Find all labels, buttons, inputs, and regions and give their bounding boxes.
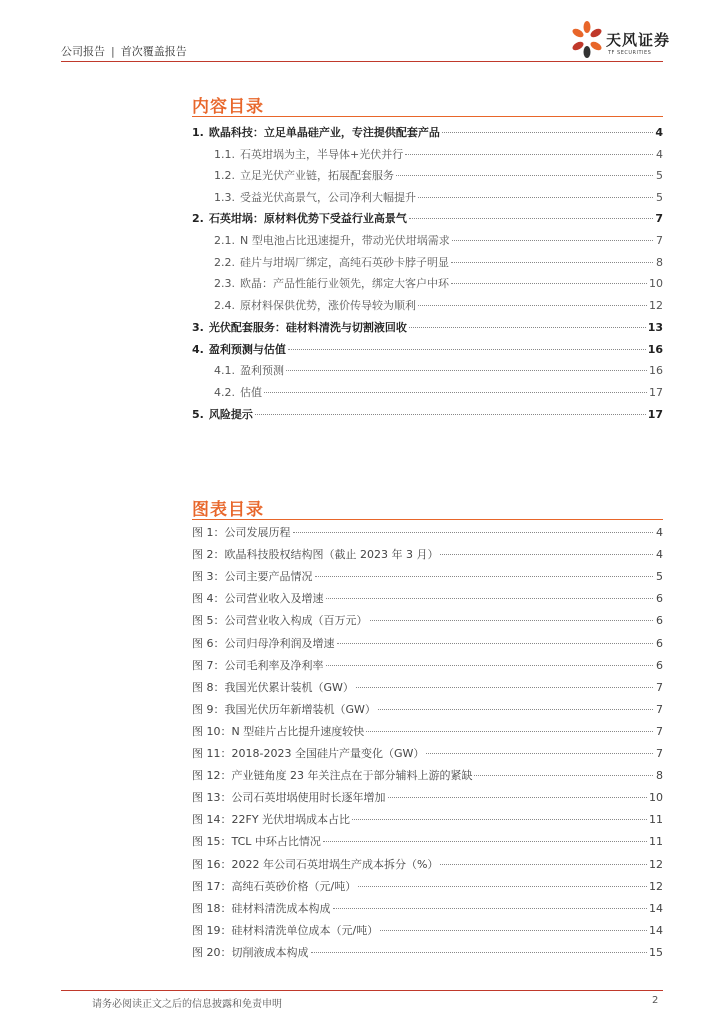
toc-entry-text: 欧晶：产品性能行业领先，绑定大客户中环: [240, 277, 449, 290]
figure-entry[interactable]: [192, 767, 663, 783]
figure-dot-leader: [337, 643, 654, 644]
toc-entry-text: 原材料保供优势，涨价传导较为顺利: [240, 299, 416, 312]
toc-entry[interactable]: [192, 232, 663, 248]
figure-entry-text: 图 9：我国光伏历年新增装机（GW）: [192, 702, 376, 716]
toc-entry-number: 4.: [192, 343, 204, 356]
figure-entry-page: 14: [649, 923, 663, 937]
figure-entry-page: 6: [656, 592, 663, 606]
figure-entry-text: 图 8：我国光伏累计装机（GW）: [192, 680, 354, 694]
toc-entry[interactable]: [192, 146, 663, 162]
figure-entry-text: 图 10：N 型硅片占比提升速度较快: [192, 724, 365, 738]
figure-dot-leader: [426, 753, 653, 754]
figure-entry[interactable]: [192, 922, 663, 938]
breadcrumb-report-subtype: 首次覆盖报告: [120, 45, 187, 58]
figure-entry-text: 图 14：22FY 光伏坩埚成本占比: [192, 813, 351, 827]
toc-dot-leader: [264, 392, 647, 393]
figure-entry[interactable]: [192, 811, 663, 827]
toc-entry-number: 2.1.: [214, 234, 235, 247]
figure-dot-leader: [358, 886, 647, 887]
figure-entry-text: 图 6：公司归母净利润及增速: [192, 636, 335, 650]
figures-title-rule: [192, 519, 663, 520]
toc-entry-text: 立足光伏产业链，拓展配套服务: [240, 169, 394, 182]
figure-dot-leader: [356, 687, 653, 688]
figure-entry-text: 图 5：公司营业收入构成（百万元）: [192, 614, 368, 628]
toc-entry-text: 风险提示: [208, 408, 253, 421]
toc-entry-number: 2.: [192, 212, 204, 225]
figure-dot-leader: [311, 952, 648, 953]
figure-entry-text: 图 15：TCL 中环占比情况: [192, 835, 321, 849]
toc-entry-text: 受益光伏高景气，公司净利大幅提升: [240, 191, 416, 204]
toc-title-rule: [192, 116, 663, 117]
figure-entry[interactable]: [192, 878, 663, 894]
figure-entry[interactable]: [192, 612, 663, 628]
toc-entry-page: 17: [647, 408, 663, 421]
figure-entry-page: 14: [649, 901, 663, 915]
figure-dot-leader: [293, 532, 654, 533]
toc-entry-text: 估值: [240, 386, 262, 399]
figure-dot-leader: [440, 864, 647, 865]
figure-entry-text: 图 20：切削液成本构成: [192, 945, 309, 959]
toc-entry-text: 硅片与坩埚厂绑定，高纯石英砂卡脖子明显: [240, 256, 449, 269]
figure-entry-page: 8: [656, 769, 663, 783]
toc-entry[interactable]: [192, 189, 663, 205]
toc-dot-leader: [255, 414, 646, 415]
figure-entry[interactable]: [192, 833, 663, 849]
toc-entry-number: 4.1.: [214, 364, 235, 377]
toc-entry-number: 3.: [192, 321, 204, 334]
toc-dot-leader: [288, 349, 646, 350]
figure-entry-page: 12: [649, 879, 663, 893]
toc-entry-page: 5: [656, 191, 663, 204]
toc-dot-leader: [418, 305, 647, 306]
toc-dot-leader: [451, 283, 647, 284]
figure-entry-page: 4: [656, 548, 663, 562]
figure-entry[interactable]: [192, 590, 663, 606]
figure-entry[interactable]: [192, 568, 663, 584]
toc-entry-number: 2.2.: [214, 256, 235, 269]
toc-entry[interactable]: [192, 319, 663, 335]
toc-dot-leader: [451, 262, 653, 263]
toc-dot-leader: [418, 197, 653, 198]
company-logo: [570, 20, 670, 60]
toc-entry-page: 16: [647, 343, 663, 356]
figure-entry[interactable]: [192, 789, 663, 805]
logo-english-name: TF SECURITIES: [608, 50, 652, 56]
toc-entry-page: 5: [656, 169, 663, 182]
figure-entry-page: 7: [656, 702, 663, 716]
figures-title: 图表目录: [192, 500, 264, 520]
breadcrumb-report-type: 公司报告: [61, 45, 105, 58]
toc-dot-leader: [396, 175, 653, 176]
figure-entry[interactable]: [192, 944, 663, 960]
figure-entry-text: 图 16：2022 年公司石英坩埚生产成本拆分（%）: [192, 857, 439, 871]
toc-entry[interactable]: [192, 254, 663, 270]
figure-dot-leader: [380, 930, 647, 931]
figure-dot-leader: [326, 665, 654, 666]
figure-dot-leader: [474, 775, 653, 776]
toc-entry[interactable]: [192, 275, 663, 291]
figure-entry-page: 6: [656, 658, 663, 672]
toc-entry[interactable]: [192, 124, 663, 140]
toc-entry-page: 16: [649, 364, 663, 377]
figure-dot-leader: [370, 620, 654, 621]
figure-entry-text: 图 7：公司毛利率及净利率: [192, 658, 324, 672]
toc-entry-number: 4.2.: [214, 386, 235, 399]
figure-entry[interactable]: [192, 657, 663, 673]
figure-entry-text: 图 1：公司发展历程: [192, 526, 291, 539]
toc-entry-page: 17: [649, 386, 663, 399]
logo-petal-icon: [570, 20, 604, 60]
figure-entry-page: 11: [649, 813, 663, 827]
figure-entry-text: 图 4：公司营业收入及增速: [192, 592, 324, 606]
figure-entry-text: 图 19：硅材料清洗单位成本（元/吨）: [192, 923, 379, 937]
toc-entry-number: 2.3.: [214, 277, 235, 290]
toc-entry-text: 光伏配套服务：硅材料清洗与切割液回收: [208, 321, 407, 334]
toc-entry[interactable]: [192, 210, 663, 226]
figure-dot-leader: [333, 908, 648, 909]
toc-entry-page: 8: [656, 256, 663, 269]
figure-entry-text: 图 12：产业链角度 23 年关注点在于部分辅料上游的紧缺: [192, 769, 473, 783]
figure-entry[interactable]: [192, 524, 663, 540]
toc-entry-text: 欧晶科技：立足单晶硅产业，专注提供配套产品: [208, 126, 440, 139]
figure-entry-page: 11: [649, 835, 663, 849]
figure-entry-page: 6: [656, 614, 663, 628]
toc-entry-text: 石英坩埚：原材料优势下受益行业高景气: [208, 212, 407, 225]
breadcrumb-separator: |: [111, 44, 115, 58]
toc-entry-page: 4: [655, 126, 663, 139]
figure-entry-page: 7: [656, 747, 663, 760]
figure-dot-leader: [440, 554, 653, 555]
toc-entry-text: N 型电池占比迅速提升，带动光伏坩埚需求: [240, 234, 450, 247]
toc-entry-page: 7: [656, 234, 663, 247]
toc-dot-leader: [405, 154, 653, 155]
figure-entry-text: 图 18：硅材料清洗成本构成: [192, 901, 331, 915]
figure-dot-leader: [315, 576, 654, 577]
figure-entry[interactable]: [192, 701, 663, 717]
toc-entry[interactable]: [192, 341, 663, 357]
figure-entry[interactable]: [192, 856, 663, 872]
figure-dot-leader: [326, 598, 654, 599]
toc-entry-page: 7: [655, 212, 663, 225]
toc-entry[interactable]: [192, 297, 663, 313]
figure-entry[interactable]: [192, 546, 663, 562]
footer-disclaimer: 请务必阅读正文之后的信息披露和免责申明: [92, 999, 282, 1010]
figure-entry[interactable]: [192, 723, 663, 739]
figure-entry-text: 图 13：公司石英坩埚使用时长逐年增加: [192, 791, 386, 805]
figure-entry-page: 15: [649, 945, 663, 959]
toc-entry-page: 10: [649, 277, 663, 290]
figure-entry-page: 7: [656, 680, 663, 694]
toc-entry-text: 石英坩埚为主，半导体+光伏并行: [240, 148, 404, 161]
figure-dot-leader: [378, 709, 653, 710]
toc-entry[interactable]: [192, 167, 663, 183]
toc-entry[interactable]: [192, 406, 663, 422]
toc-dot-leader: [409, 327, 646, 328]
figure-entry[interactable]: [192, 900, 663, 916]
toc-entry-number: 2.4.: [214, 299, 235, 312]
toc-entry-number: 1.3.: [214, 191, 235, 204]
figure-entry[interactable]: [192, 635, 663, 651]
toc-entry-number: 1.2.: [214, 169, 235, 182]
figure-entry-page: 7: [656, 724, 663, 738]
figure-dot-leader: [366, 731, 653, 732]
figure-entry-text: 图 3：公司主要产品情况: [192, 570, 313, 584]
toc-entry[interactable]: [192, 362, 663, 378]
toc-entry-number: 1.: [192, 126, 204, 139]
footer-divider: [61, 990, 663, 991]
figure-entry-text: 图 2：欧晶科技股权结构图（截止 2023 年 3 月）: [192, 548, 439, 562]
toc-entry-text: 盈利预测: [240, 364, 284, 377]
page-header: [0, 0, 724, 70]
toc-dot-leader: [442, 132, 653, 133]
figure-dot-leader: [323, 841, 647, 842]
toc-entry[interactable]: [192, 384, 663, 400]
breadcrumb: [61, 43, 187, 59]
figure-entry-text: 图 11：2018-2023 全国硅片产量变化（GW）: [192, 747, 425, 760]
figure-entry-page: 4: [656, 526, 663, 539]
toc-dot-leader: [286, 370, 647, 371]
toc-entry-text: 盈利预测与估值: [208, 343, 286, 356]
toc-dot-leader: [409, 218, 653, 219]
toc-entry-page: 4: [656, 148, 663, 161]
page-number: 2: [652, 995, 659, 1006]
figure-entry-page: 6: [656, 636, 663, 650]
figure-dot-leader: [388, 797, 648, 798]
toc-entry-page: 12: [649, 299, 663, 312]
header-divider: [61, 61, 663, 62]
figure-entry-page: 12: [649, 857, 663, 871]
toc-entry-number: 1.1.: [214, 148, 235, 161]
figure-entry[interactable]: [192, 679, 663, 695]
toc-title: 内容目录: [192, 97, 264, 117]
figure-dot-leader: [352, 819, 647, 820]
figure-entry-page: 10: [649, 791, 663, 805]
toc-dot-leader: [452, 240, 653, 241]
figure-entry-page: 5: [656, 570, 663, 584]
toc-entry-page: 13: [647, 321, 663, 334]
figure-entry-text: 图 17：高纯石英砂价格（元/吨）: [192, 879, 357, 893]
figure-entry[interactable]: [192, 745, 663, 761]
toc-entry-number: 5.: [192, 408, 204, 421]
logo-chinese-name: 天风证券: [606, 31, 671, 49]
